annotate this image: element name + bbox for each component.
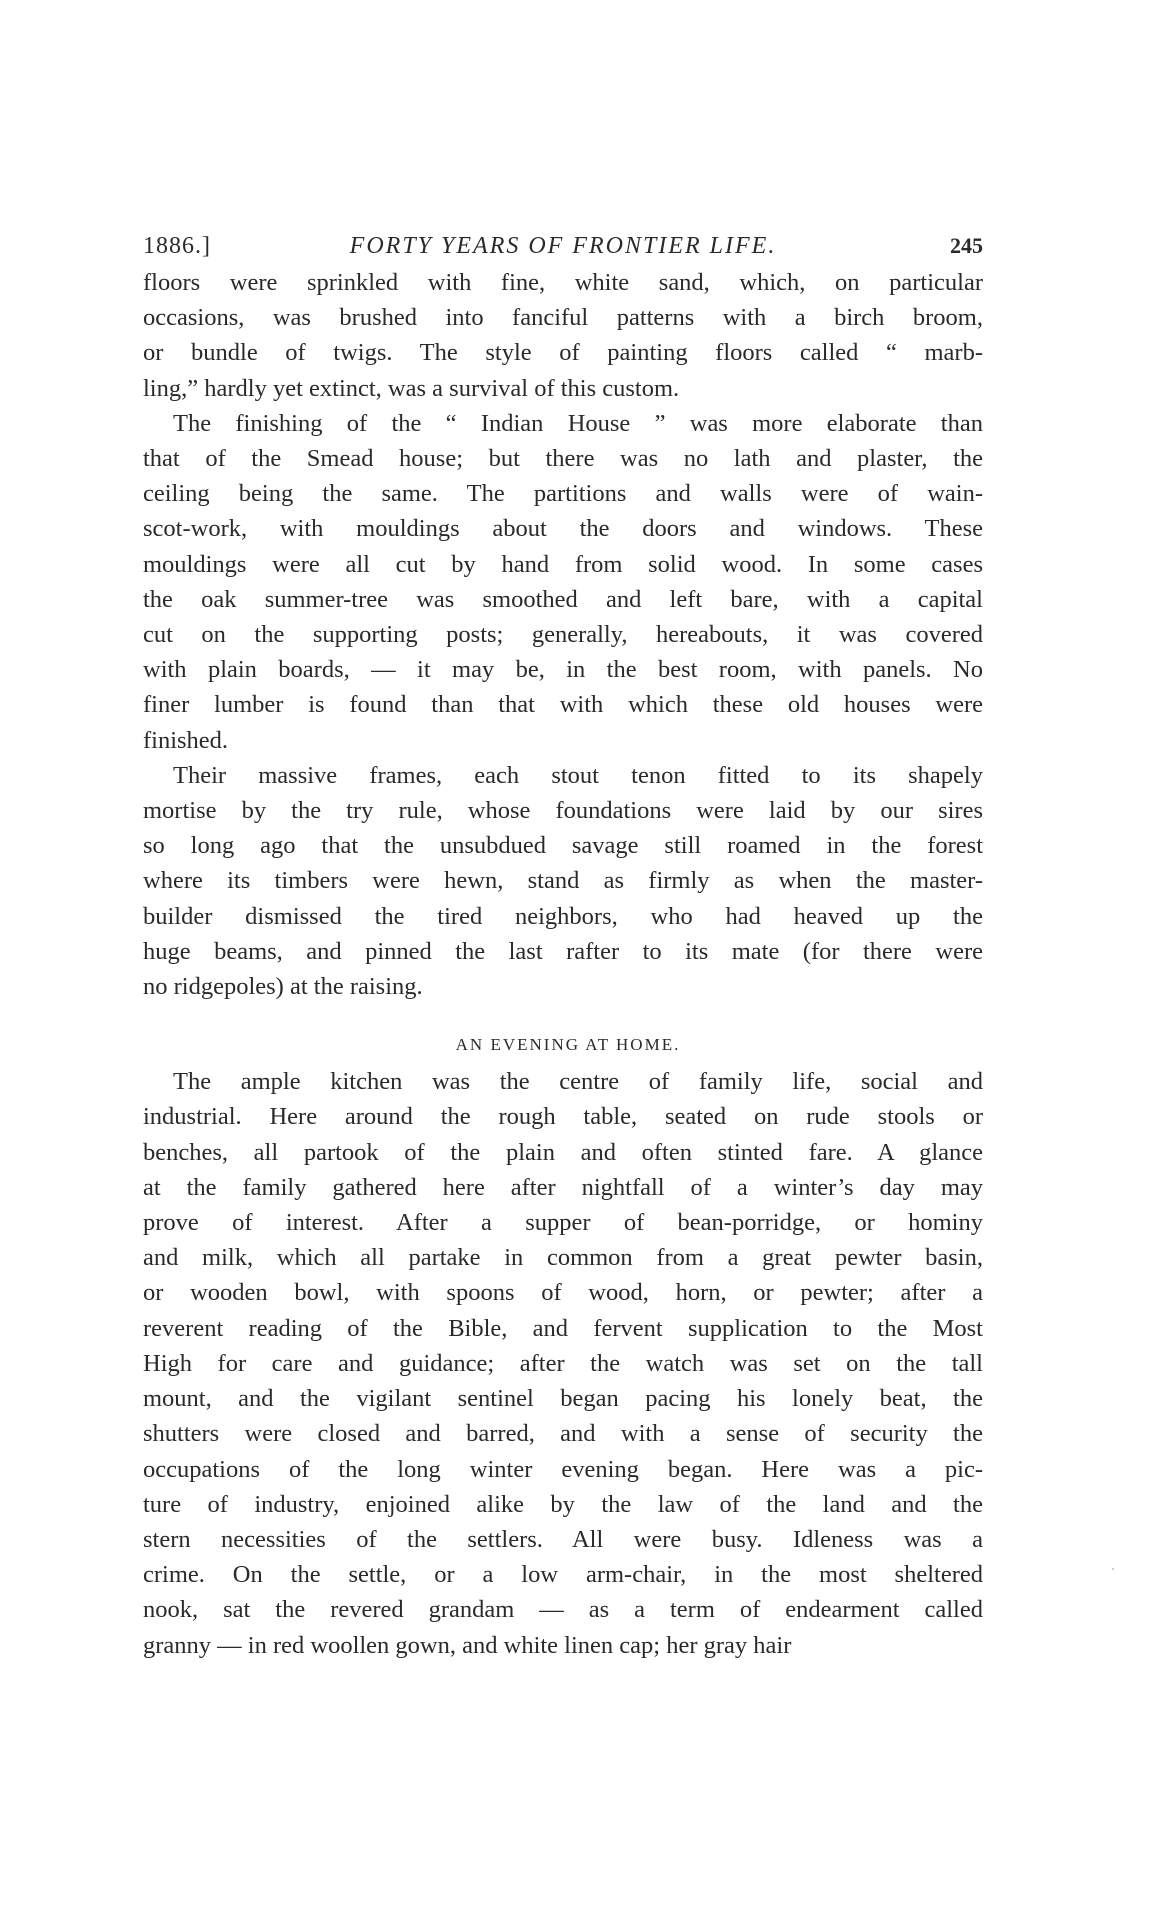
text-line: no ridgepoles) at the raising. (143, 973, 423, 1001)
margin-speck (1112, 1568, 1114, 1570)
text-line: prove of interest. After a supper of bean-porridge, or hominy (143, 1209, 983, 1237)
text-line: industrial. Here around the rough table, seated on rude stools or (143, 1103, 983, 1131)
text-line: finer lumber is found than that with which these old houses were (143, 691, 983, 719)
text-line: High for care and guidance; after the watch was set on the tall (143, 1349, 983, 1377)
page-number: 245 (950, 233, 983, 258)
text-line: The ample kitchen was the centre of family life, social and (173, 1068, 983, 1096)
text-line: ture of industry, enjoined alike by the law of the land and the (143, 1490, 983, 1518)
text-line: mortise by the try rule, whose foundations were laid by our sires (143, 797, 983, 825)
text-line: crime. On the settle, or a low arm-chair, in the most sheltered (143, 1561, 983, 1589)
text-line: or wooden bowl, with spoons of wood, horn, or pewter; after a (143, 1279, 983, 1307)
text-line: so long ago that the unsubdued savage still roamed in the forest (143, 832, 983, 860)
section-paragraphs (143, 1064, 983, 1662)
text-line: shutters were closed and barred, and with a sense of security the (143, 1420, 983, 1448)
paragraph (143, 1064, 983, 1662)
text-line: reverent reading of the Bible, and fervent supplication to the Most (143, 1314, 983, 1342)
text-line: mouldings were all cut by hand from solid wood. In some cases (143, 550, 983, 578)
text-line: nook, sat the revered grandam — as a term of endearment called (143, 1596, 983, 1624)
text-line: stern necessities of the settlers. All were busy. Idleness was a (143, 1525, 983, 1553)
header-title: FORTY YEARS OF FRONTIER LIFE. (349, 233, 777, 259)
text-line: huge beams, and pinned the last rafter to its mate (for there were (143, 937, 983, 965)
text-line: or bundle of twigs. The style of painting floors called “ marb- (143, 339, 983, 367)
running-head (143, 225, 983, 265)
text-line: ceiling being the same. The partitions and walls were of wain- (143, 480, 983, 508)
text-line: benches, all partook of the plain and often stinted fare. A glance (143, 1138, 983, 1166)
paragraph (143, 265, 983, 406)
text-line: occupations of the long winter evening began. Here was a pic- (143, 1455, 983, 1483)
header-year: 1886.] (143, 233, 211, 259)
paragraph (143, 758, 983, 1004)
text-line: builder dismissed the tired neighbors, who had heaved up the (143, 902, 983, 930)
pre-section-paragraphs (143, 265, 983, 1004)
text-line: mount, and the vigilant sentinel began pacing his lonely beat, the (143, 1385, 983, 1413)
text-line: Their massive frames, each stout tenon fitted to its shapely (173, 761, 983, 789)
paragraph (143, 406, 983, 758)
text-line: scot-work, with mouldings about the doors and windows. These (143, 515, 983, 543)
section-heading: AN EVENING AT HOME. (455, 1035, 681, 1055)
text-line: with plain boards, — it may be, in the best room, with panels. No (143, 656, 983, 684)
text-line: occasions, was brushed into fanciful patterns with a birch broom, (143, 304, 983, 332)
text-line: at the family gathered here after nightfall of a winter’s day may (143, 1173, 983, 1201)
book-page (143, 225, 983, 1663)
text-line: The finishing of the “ Indian House ” was more elaborate than (173, 409, 983, 437)
text-line: granny — in red woollen gown, and white linen cap; her gray hair (143, 1631, 792, 1659)
text-line: that of the Smead house; but there was no lath and plaster, the (143, 445, 983, 473)
text-line: cut on the supporting posts; generally, hereabouts, it was covered (143, 621, 983, 649)
body-text (143, 265, 983, 1663)
text-line: finished. (143, 726, 229, 754)
text-line: floors were sprinkled with fine, white sand, which, on particular (143, 269, 983, 296)
text-line: and milk, which all partake in common from a great pewter basin, (143, 1244, 983, 1272)
text-line: where its timbers were hewn, stand as firmly as when the master- (143, 867, 983, 895)
text-line: ling,” hardly yet extinct, was a survival of this custom. (143, 374, 680, 402)
text-line: the oak summer-tree was smoothed and left bare, with a capital (143, 585, 983, 613)
